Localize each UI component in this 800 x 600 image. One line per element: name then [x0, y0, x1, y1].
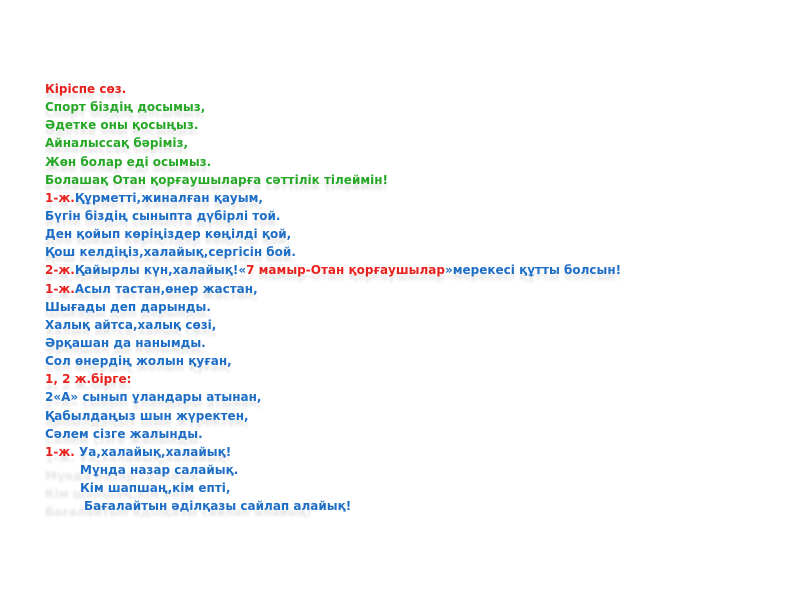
text-run: Қайырлы күн,халайық!«: [74, 263, 247, 278]
text-run: Спорт біздің досымыз,: [45, 100, 206, 115]
text-line: [45, 461, 785, 479]
text-line: [45, 116, 785, 134]
text-run: Сол өнердің жолын қуған,: [45, 354, 232, 369]
text-run: »мерекесі құтты болсын!: [444, 263, 622, 278]
text-run: 1-ж.: [45, 444, 80, 459]
text-run: 1, 2 ж.бірге:: [45, 372, 132, 387]
text-run: Қабылдаңыз шын жүректен,: [45, 408, 249, 423]
text-line: [45, 479, 785, 497]
text-line: [45, 388, 785, 406]
text-run: 7 мамыр-Отан қорғаушылар: [246, 263, 445, 278]
text-run: Кім шапшаң,кім епті,: [80, 481, 231, 496]
text-run: Кіріспе сөз.: [45, 82, 127, 96]
text-line: [45, 243, 785, 261]
text-line: [45, 261, 785, 279]
text-run: Болашақ Отан қорғаушыларға сәттілік тілеймін!: [45, 172, 389, 187]
text-run: 1-ж.: [45, 281, 75, 296]
text-run: Әрқашан да нанымды.: [45, 335, 206, 350]
text-run: Шығады деп дарынды.: [45, 299, 211, 314]
text-run: Айналыссақ бәріміз,: [45, 136, 189, 151]
text-run: Құрметті,жиналған қауым,: [74, 190, 263, 205]
text-run: Уа,халайық,халайық!: [79, 444, 232, 459]
text-line: [45, 425, 785, 443]
text-run: Бүгін біздің сыныпта дүбірлі той.: [45, 208, 281, 223]
text-run: Қош келдіңіз,халайық,сергісін бой.: [45, 245, 296, 260]
text-line: [45, 316, 785, 334]
text-run: 1-ж.: [45, 190, 75, 205]
text-line: [45, 352, 785, 370]
text-line: [45, 153, 785, 171]
text-run: Мұнда назар салайық.: [80, 462, 239, 477]
text-line: [45, 443, 785, 461]
text-line: [45, 497, 785, 515]
text-line: [45, 189, 785, 207]
text-line: [45, 334, 785, 352]
text-run: Әдетке оны қосыңыз.: [45, 118, 199, 133]
text-run: 2-ж.: [45, 263, 75, 278]
text-line: [45, 407, 785, 425]
text-line: [45, 80, 785, 98]
text-run: Ден қойып көріңіздер көңілді қой,: [45, 227, 292, 242]
text-line: [45, 225, 785, 243]
text-run: 2«А» сынып ұландары атынан,: [45, 390, 262, 405]
text-line: [45, 207, 785, 225]
text-line: [45, 134, 785, 152]
text-block: [45, 80, 785, 515]
text-run: Бағалайтын әділқазы сайлап алайық!: [84, 499, 352, 514]
text-run: Халық айтса,халық сөзі,: [45, 317, 217, 332]
text-line: [45, 98, 785, 116]
text-line: [45, 171, 785, 189]
text-line: [45, 298, 785, 316]
text-run: Жөн болар еді осымыз.: [45, 154, 212, 169]
text-run: Асыл тастан,өнер жастан,: [74, 281, 258, 296]
text-run: Сәлем сізге жалынды.: [45, 426, 203, 441]
